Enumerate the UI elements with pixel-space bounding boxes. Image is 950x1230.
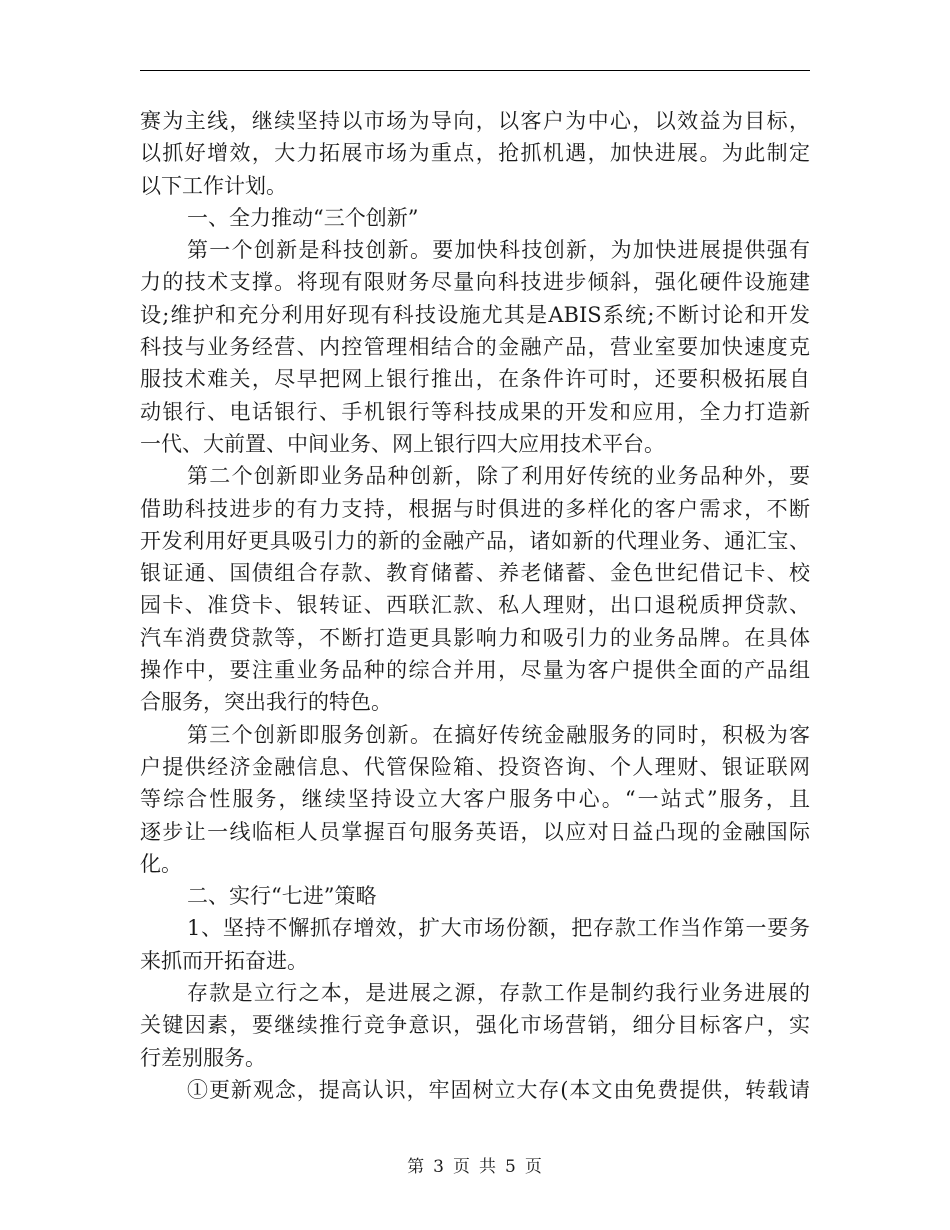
- text-line: 1、坚持不懈抓存增效，扩大市场份额，把存款工作当作第一要务: [187, 916, 810, 941]
- text-line: 借助科技进步的有力支持，根据与时俱进的多样化的客户需求，不断: [140, 496, 810, 521]
- header-rule: [140, 70, 810, 71]
- text-line: 力的技术支撑。将现有限财务尽量向科技进步倾斜，强化硬件设施建: [140, 270, 810, 295]
- text-line: 关键因素，要继续推行竞争意识，强化市场营销，细分目标客户，实: [140, 1013, 810, 1038]
- text-line: 园卡、准贷卡、银转证、西联汇款、私人理财，出口退税质押贷款、: [140, 593, 810, 618]
- text-line: 化。: [140, 851, 182, 876]
- text-line: 银证通、国债组合存款、教育储蓄、养老储蓄、金色世纪借记卡、校: [140, 561, 810, 586]
- page-footer: [0, 1152, 950, 1177]
- text-line: 二、实行“七进”策略: [187, 884, 377, 909]
- text-line: 第一个创新是科技创新。要加快科技创新，为加快进展提供强有: [187, 238, 810, 263]
- text-line: 设;维护和充分利用好现有科技设施尤其是ABIS系统;不断讨论和开发: [140, 302, 810, 327]
- footer-label-page: 页: [453, 1157, 471, 1177]
- text-line: 赛为主线，继续坚持以市场为导向，以客户为中心，以效益为目标，: [140, 109, 810, 133]
- text-line: 逐步让一线临柜人员掌握百句服务英语，以应对日益凸现的金融国际: [140, 819, 810, 844]
- text-line: 等综合性服务，继续坚持设立大客户服务中心。“一站式”服务，且: [140, 787, 810, 812]
- text-line: 以下工作计划。: [140, 173, 287, 198]
- text-line: 一、全力推动“三个创新”: [187, 205, 419, 230]
- text-line: 汽车消费贷款等，不断打造更具影响力和吸引力的业务品牌。在具体: [140, 625, 810, 650]
- footer-label-prefix: 第: [407, 1157, 426, 1177]
- document-body: [140, 105, 810, 1106]
- text-line: 行差别服务。: [140, 1045, 266, 1070]
- text-line: 第三个创新即服务创新。在搞好传统金融服务的同时，积极为客: [187, 722, 810, 747]
- text-line: 操作中，要注重业务品种的综合并用，尽量为客户提供全面的产品组: [140, 658, 810, 683]
- text-line: ①更新观念，提高认识，牢固树立大存(本文由免费提供，转载请: [187, 1077, 810, 1102]
- text-line: 存款是立行之本，是进展之源，存款工作是制约我行业务进展的: [187, 981, 810, 1006]
- text-line: 合服务，突出我行的特色。: [140, 690, 392, 715]
- text-line: 来抓而开拓奋进。: [140, 948, 308, 973]
- text-line: 服技术难关，尽早把网上银行推出，在条件许可时，还要积极拓展自: [140, 367, 810, 392]
- text-line: 动银行、电话银行、手机银行等科技成果的开发和应用，全力打造新: [140, 399, 810, 424]
- footer-total-pages: 5: [505, 1157, 517, 1177]
- text-line: 一代、大前置、中间业务、网上银行四大应用技术平台。: [140, 431, 665, 456]
- text-line: 第二个创新即业务品种创新，除了利用好传统的业务品种外，要: [187, 464, 810, 489]
- footer-label-total: 共: [479, 1157, 497, 1177]
- text-line: 科技与业务经营、内控管理相结合的金融产品，营业室要加快速度克: [140, 335, 810, 360]
- footer-label-suffix: 页: [524, 1157, 543, 1177]
- footer-current-page: 3: [433, 1157, 445, 1177]
- text-line: 以抓好增效，大力拓展市场为重点，抢抓机遇，加快进展。为此制定: [140, 141, 810, 166]
- text-line: 户提供经济金融信息、代管保险箱、投资咨询、个人理财、银证联网: [140, 754, 810, 779]
- text-line: 开发利用好更具吸引力的新的金融产品，诸如新的代理业务、通汇宝、: [140, 528, 810, 553]
